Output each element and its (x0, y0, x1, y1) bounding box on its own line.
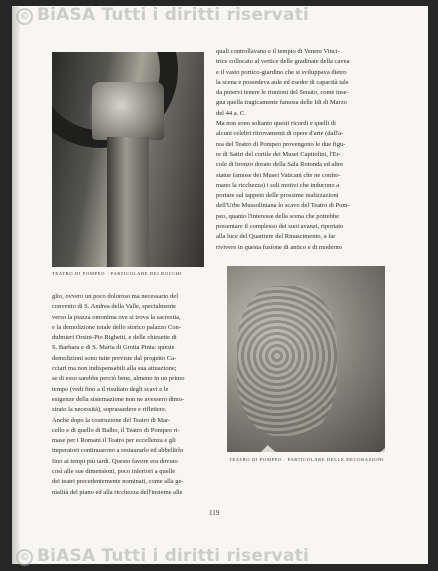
text-line: quali controllavano e il tempio di Venere Vinci- (216, 48, 340, 55)
photo-column-shaft (107, 137, 149, 267)
text-line: glio, ovvero un poco doloroso ma necessario del (52, 293, 178, 300)
text-line: demolizioni sono tutte previste dal progetto Ca- (52, 354, 177, 362)
text-line: alcuni celebri ritrovamenti di opere d'arte (dall'a- (216, 130, 344, 138)
text-line: statue famose dei Musei Vaticani che ne confer- (216, 171, 341, 179)
text-line: presentare il complesso dei suoi avanzi, riportato (216, 223, 344, 231)
text-line: così alle sue dimensioni, poco inferiori a quelle (52, 468, 176, 476)
text-line: rivivere in questa fusione di antico e di moderno (216, 243, 342, 251)
text-line: dulmieri Orsini-Pio Righetti, e delle chiesette di (52, 334, 177, 342)
page-number: 119 (209, 509, 220, 517)
text-line: mase per i Romani il Teatro per eccellenza e gli (52, 437, 176, 445)
text-line: verso la piazza omonima ove si trova la sacrestia, (52, 313, 181, 321)
copyright-icon: © (16, 8, 33, 25)
text-line: convento di S. Andrea della Valle, specialmente (52, 303, 177, 311)
text-line: cello e di quello di Balbo, il Teatro di Pompeo ri- (52, 426, 180, 434)
text-column-left (52, 292, 215, 498)
watermark-text: BiASA Tutti i diritti riservati (37, 5, 309, 25)
watermark-bottom (16, 546, 309, 566)
text-line: da potervi tenere le riunioni del Senato, come inse- (216, 89, 349, 97)
photo-capital (92, 82, 164, 140)
text-line: la scena e possedeva aule ed esedre di capacità tale (216, 78, 349, 86)
text-line: peo, quanto l'interesse della scena che potrebbe (216, 212, 339, 220)
text-line: rea del Teatro di Pompeo provengono le due figu- (216, 140, 346, 148)
text-line: cciari ma non indispensabili alla sua attuazione; (52, 365, 177, 373)
text-line: strato la necessità), soprassedere e riflettere. (52, 406, 167, 414)
text-line: Ma non sono soltanto questi ricordi e quelli di (216, 120, 336, 128)
figure-caption-2: TEATRO DI POMPEO · PARTICOLARE DELLE DECORAZIONI (229, 457, 385, 462)
copyright-icon: © (16, 549, 33, 566)
text-line: mano la ricchezza) i soli motivi che inducono a (216, 181, 340, 189)
text-line: dell'Urbe Mussoliniana lo scavo del Teatro di Pom- (216, 202, 350, 210)
watermark-text: BiASA Tutti i diritti riservati (37, 546, 309, 566)
text-column-right (216, 47, 384, 253)
text-line: se di esso sarebbe perciò bene, almeno in un primo (52, 375, 185, 383)
text-line: portare sul tappeto delle prossime realizzazioni (216, 192, 339, 200)
text-line: alla luce del Quartiere del Rinascimento, a far (216, 233, 336, 241)
page-binding (12, 6, 20, 564)
text-line: trice collocato al vertice delle gradinate della cavea (216, 58, 350, 66)
text-line: e il vasto portico-giardino che si sviluppava dietro (216, 68, 347, 76)
text-line: S. Barbara e di S. Maria di Grotta Pinta: queste (52, 344, 175, 352)
text-line: tempo (vedi fino a il risultato degli scavi e le (52, 385, 169, 393)
text-line: re di Satiri del cortile dei Musei Capitolini, l'Er- (216, 150, 341, 158)
text-line: del 44 a. C. (216, 109, 246, 117)
photo-decoration-relief (227, 266, 385, 452)
text-line: Anche dopo la costruzione del Teatro di Mar- (52, 416, 171, 424)
text-line: esigenze della sistemazione non ne avessero dimo- (52, 395, 185, 403)
text-line: gna quella tragicamente famosa delle Idi di Marzo (216, 99, 347, 107)
figure-caption-1: TEATRO DI POMPEO · PARTICOLARE DEI ROCCHI (52, 271, 183, 276)
watermark-top (16, 5, 309, 25)
text-line: nialità del piano ed alla ricchezza dell'insieme alle (52, 488, 183, 496)
text-line: e la demolizione totale dello storico palazzo Con- (52, 323, 182, 331)
photo-column-capital (52, 52, 204, 267)
text-line: cole di bronzo dorato della Sala Rotonda ed altre (216, 161, 344, 169)
text-line: imperatori continuarono a restaurarlo ed abbellirlo (52, 447, 184, 455)
text-line: dei teatri precedentemente nominati, come alla ge- (52, 478, 184, 486)
text-line: fino ai tempi più tardi. Questo favore era dovuto (52, 457, 178, 465)
